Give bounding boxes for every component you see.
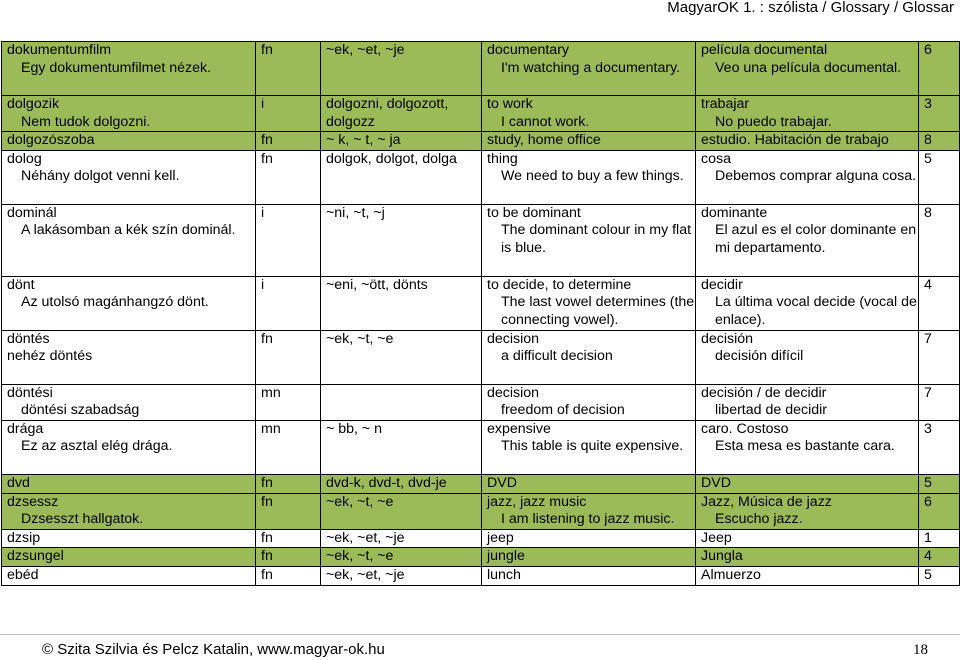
cell-english	[482, 529, 696, 548]
cell-chapter	[919, 529, 960, 548]
cell-english-example: I am listening to jazz music.	[501, 511, 675, 527]
cell-headword	[2, 42, 256, 96]
cell-headword-example: Néhány dolgot venni kell.	[21, 168, 180, 184]
cell-headword-text: dzsungel	[7, 548, 64, 564]
cell-forms	[321, 330, 482, 384]
cell-english-text: to work	[487, 96, 533, 112]
table-row	[2, 276, 960, 330]
table-row	[2, 330, 960, 384]
cell-english	[482, 566, 696, 585]
cell-part-of-speech	[256, 204, 321, 276]
cell-english	[482, 132, 696, 151]
cell-spanish	[696, 330, 919, 384]
cell-english-example: This table is quite expensive.	[501, 438, 684, 454]
cell-spanish-text: caro. Costoso	[701, 420, 789, 437]
cell-spanish	[696, 493, 919, 529]
cell-headword-text: drága	[7, 420, 44, 437]
cell-forms	[321, 96, 482, 132]
cell-spanish-example: Escucho jazz.	[715, 511, 803, 527]
table-row	[2, 384, 960, 420]
cell-spanish-example: La última vocal decide (vocal de enlace).	[715, 294, 917, 328]
cell-english-text: study, home office	[487, 132, 601, 148]
glossary-table	[1, 41, 960, 586]
cell-headword	[2, 529, 256, 548]
cell-part-of-speech	[256, 42, 321, 96]
cell-part-of-speech	[256, 474, 321, 493]
cell-english-text: decision	[487, 384, 540, 401]
cell-english-example: I cannot work.	[501, 113, 590, 130]
cell-forms-text: ~ek, ~t, ~e	[326, 330, 394, 347]
cell-headword-example: Nem tudok dolgozni.	[21, 113, 151, 130]
cell-forms-text: ~ k, ~ t, ~ ja	[326, 132, 401, 148]
cell-headword-example: Dzsesszt hallgatok.	[21, 511, 144, 527]
cell-spanish	[696, 150, 919, 204]
table-row	[2, 529, 960, 548]
cell-chapter-text: 5	[924, 150, 932, 167]
cell-forms-text: ~ek, ~et, ~je	[326, 42, 405, 58]
cell-english-text: jazz, jazz music	[487, 493, 587, 510]
cell-part-of-speech	[256, 384, 321, 420]
cell-english-text: to decide, to determine	[487, 276, 632, 293]
footer-separator	[0, 634, 960, 635]
cell-english	[482, 96, 696, 132]
cell-forms	[321, 420, 482, 474]
table-row	[2, 493, 960, 529]
cell-forms	[321, 204, 482, 276]
cell-forms-text: ~eni, ~ött, dönts	[326, 276, 428, 293]
cell-chapter-text: 7	[924, 384, 932, 401]
cell-spanish-text: DVD	[701, 474, 731, 491]
cell-forms-text: ~ek, ~et, ~je	[326, 529, 405, 546]
cell-chapter-text: 7	[924, 330, 932, 347]
cell-headword	[2, 96, 256, 132]
cell-part-of-speech-text: fn	[261, 566, 273, 583]
cell-headword-text: ebéd	[7, 566, 39, 583]
cell-part-of-speech-text: fn	[261, 529, 273, 546]
cell-chapter-text: 4	[924, 548, 932, 564]
cell-headword	[2, 548, 256, 567]
cell-chapter	[919, 420, 960, 474]
cell-chapter-text: 6	[924, 493, 932, 510]
cell-headword-example: Ez az asztal elég drága.	[21, 438, 173, 454]
cell-headword	[2, 330, 256, 384]
cell-headword-example: Az utolsó magánhangzó dönt.	[21, 294, 209, 310]
cell-english-text: jeep	[487, 529, 514, 546]
cell-part-of-speech	[256, 566, 321, 585]
cell-english	[482, 474, 696, 493]
cell-english-text: thing	[487, 150, 518, 167]
cell-spanish	[696, 420, 919, 474]
cell-spanish	[696, 529, 919, 548]
cell-forms	[321, 276, 482, 330]
cell-spanish-text: Jungla	[701, 548, 743, 564]
cell-headword	[2, 474, 256, 493]
cell-forms-text: ~ek, ~et, ~je	[326, 566, 405, 583]
cell-spanish	[696, 566, 919, 585]
cell-english-text: jungle	[487, 548, 525, 564]
cell-spanish-text: dominante	[701, 204, 768, 221]
cell-spanish-example: decisión difícil	[715, 348, 804, 364]
cell-headword-example: nehéz döntés	[7, 348, 93, 364]
page-number: 18	[913, 642, 928, 658]
cell-part-of-speech	[256, 529, 321, 548]
cell-english	[482, 493, 696, 529]
cell-chapter	[919, 150, 960, 204]
cell-english	[482, 384, 696, 420]
cell-spanish-text: película documental	[701, 42, 828, 58]
cell-forms	[321, 493, 482, 529]
cell-english-text: DVD	[487, 474, 517, 491]
cell-english-text: expensive	[487, 420, 551, 437]
cell-chapter	[919, 493, 960, 529]
cell-forms	[321, 384, 482, 420]
cell-english-example: I'm watching a documentary.	[501, 59, 681, 76]
cell-chapter	[919, 132, 960, 151]
cell-spanish-text: decisión / de decidir	[701, 384, 827, 401]
cell-headword	[2, 150, 256, 204]
cell-headword	[2, 204, 256, 276]
cell-spanish-example: libertad de decidir	[715, 402, 827, 418]
cell-part-of-speech	[256, 330, 321, 384]
cell-chapter-text: 4	[924, 276, 932, 293]
cell-forms-text: dolgozni, dolgozott, dolgozz	[326, 96, 449, 130]
cell-chapter	[919, 330, 960, 384]
cell-headword-text: dzsessz	[7, 493, 59, 510]
cell-headword-text: döntési	[7, 384, 53, 401]
cell-chapter-text: 6	[924, 42, 932, 58]
cell-english-text: documentary	[487, 42, 570, 58]
table-row	[2, 474, 960, 493]
cell-part-of-speech-text: fn	[261, 150, 273, 167]
cell-spanish-example: Debemos comprar alguna cosa.	[715, 168, 917, 184]
glossary-body	[2, 42, 960, 586]
cell-forms-text: ~ni, ~t, ~j	[326, 204, 385, 221]
cell-forms	[321, 150, 482, 204]
cell-part-of-speech-text: i	[261, 96, 265, 112]
cell-english	[482, 150, 696, 204]
cell-spanish-text: decidir	[701, 276, 743, 293]
cell-spanish	[696, 548, 919, 567]
cell-part-of-speech-text: fn	[261, 548, 273, 564]
cell-headword-example: A lakásomban a kék szín dominál.	[21, 222, 236, 238]
cell-part-of-speech-text: fn	[261, 474, 273, 491]
cell-spanish	[696, 96, 919, 132]
cell-part-of-speech-text: fn	[261, 132, 273, 148]
cell-headword-text: dzsip	[7, 529, 41, 546]
cell-spanish-example: Esta mesa es bastante cara.	[715, 438, 895, 454]
cell-part-of-speech	[256, 493, 321, 529]
cell-english-text: decision	[487, 330, 540, 347]
cell-spanish	[696, 204, 919, 276]
cell-forms	[321, 548, 482, 567]
cell-chapter-text: 1	[924, 529, 932, 546]
table-row	[2, 204, 960, 276]
cell-part-of-speech-text: fn	[261, 42, 273, 58]
cell-chapter	[919, 548, 960, 567]
cell-part-of-speech	[256, 150, 321, 204]
cell-chapter-text: 8	[924, 132, 932, 148]
cell-spanish-text: Almuerzo	[701, 566, 761, 583]
cell-part-of-speech-text: mn	[261, 384, 281, 401]
table-row	[2, 420, 960, 474]
cell-chapter-text: 3	[924, 420, 932, 437]
cell-part-of-speech	[256, 420, 321, 474]
cell-english-example: The dominant colour in my flat is blue.	[501, 222, 692, 256]
cell-headword-text: dominál	[7, 204, 57, 221]
cell-chapter-text: 8	[924, 204, 932, 221]
cell-spanish-example: No puedo trabajar.	[715, 113, 832, 130]
cell-english	[482, 548, 696, 567]
cell-chapter	[919, 204, 960, 276]
cell-forms-text: dvd-k, dvd-t, dvd-je	[326, 474, 447, 491]
cell-headword-text: dolgozószoba	[7, 132, 95, 148]
cell-english	[482, 330, 696, 384]
cell-part-of-speech	[256, 276, 321, 330]
cell-forms-text: dolgok, dolgot, dolga	[326, 150, 457, 167]
page-header: MagyarOK 1. : szólista / Glossary / Glossar	[667, 0, 954, 16]
cell-headword-text: dvd	[7, 474, 30, 491]
cell-part-of-speech	[256, 132, 321, 151]
cell-forms	[321, 132, 482, 151]
cell-part-of-speech-text: mn	[261, 420, 281, 437]
table-row	[2, 150, 960, 204]
cell-spanish-text: Jazz, Música de jazz	[701, 493, 832, 510]
cell-forms	[321, 566, 482, 585]
cell-part-of-speech-text: fn	[261, 493, 273, 510]
cell-headword	[2, 384, 256, 420]
cell-english	[482, 204, 696, 276]
cell-headword	[2, 276, 256, 330]
cell-spanish-text: decisión	[701, 330, 754, 347]
cell-english	[482, 42, 696, 96]
cell-forms-text: ~ek, ~t, ~e	[326, 493, 394, 510]
cell-english	[482, 420, 696, 474]
cell-chapter	[919, 384, 960, 420]
cell-chapter-text: 3	[924, 96, 932, 112]
cell-spanish-example: El azul es el color dominante en mi departamento.	[715, 222, 917, 256]
table-row	[2, 132, 960, 151]
cell-chapter	[919, 474, 960, 493]
cell-spanish	[696, 474, 919, 493]
cell-chapter	[919, 566, 960, 585]
cell-headword-example: döntési szabadság	[21, 402, 140, 418]
cell-headword	[2, 566, 256, 585]
cell-spanish	[696, 276, 919, 330]
cell-headword-text: dönt	[7, 276, 35, 293]
cell-forms	[321, 42, 482, 96]
cell-english-example: a difficult decision	[501, 348, 613, 364]
table-row	[2, 548, 960, 567]
cell-part-of-speech-text: i	[261, 276, 265, 293]
table-row	[2, 566, 960, 585]
cell-chapter	[919, 96, 960, 132]
cell-spanish-text: estudio. Habitación de trabajo	[701, 132, 889, 148]
cell-forms	[321, 474, 482, 493]
cell-spanish-text: trabajar	[701, 96, 750, 112]
cell-headword	[2, 420, 256, 474]
cell-spanish	[696, 132, 919, 151]
cell-english-example: The last vowel determines (the connecting vowel).	[501, 294, 695, 328]
footer-copyright: © Szita Szilvia és Pelcz Katalin, www.magyar-ok.hu	[42, 641, 385, 658]
cell-headword-text: döntés	[7, 330, 50, 347]
cell-spanish-text: Jeep	[701, 529, 732, 546]
cell-forms	[321, 529, 482, 548]
cell-spanish	[696, 42, 919, 96]
cell-chapter	[919, 42, 960, 96]
table-row	[2, 42, 960, 96]
cell-english-example: We need to buy a few things.	[501, 168, 684, 184]
cell-chapter-text: 5	[924, 474, 932, 491]
cell-part-of-speech-text: fn	[261, 330, 273, 347]
cell-chapter-text: 5	[924, 566, 932, 583]
cell-headword-text: dokumentumfilm	[7, 42, 112, 58]
cell-headword	[2, 493, 256, 529]
cell-part-of-speech	[256, 548, 321, 567]
cell-english-example: freedom of decision	[501, 402, 625, 418]
cell-part-of-speech	[256, 96, 321, 132]
cell-headword-text: dolgozik	[7, 96, 60, 112]
cell-chapter	[919, 276, 960, 330]
cell-part-of-speech-text: i	[261, 204, 265, 221]
cell-forms-text: ~ek, ~t, ~e	[326, 548, 394, 564]
cell-english-text: to be dominant	[487, 204, 581, 221]
table-row	[2, 96, 960, 132]
cell-headword-text: dolog	[7, 150, 42, 167]
cell-spanish	[696, 384, 919, 420]
cell-headword-example: Egy dokumentumfilmet nézek.	[21, 59, 212, 76]
cell-spanish-text: cosa	[701, 150, 731, 167]
cell-english-text: lunch	[487, 566, 521, 583]
cell-forms-text: ~ bb, ~ n	[326, 420, 383, 437]
cell-spanish-example: Veo una película documental.	[715, 59, 902, 76]
cell-english	[482, 276, 696, 330]
cell-headword	[2, 132, 256, 151]
